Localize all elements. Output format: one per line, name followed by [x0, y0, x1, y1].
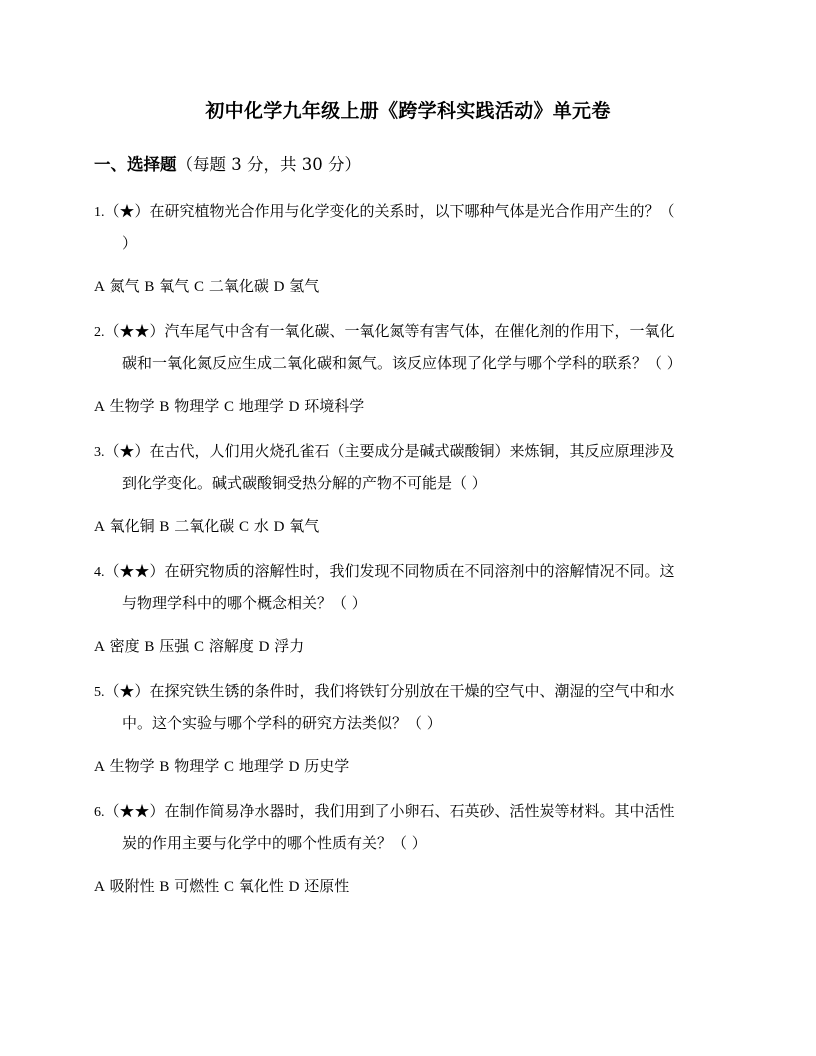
- option-letter: C: [224, 879, 235, 895]
- question-text-line1: （★）在探究铁生锈的条件时，我们将铁钉分别放在干燥的空气中、潮湿的空气中和水: [104, 682, 675, 700]
- question-4-options: [94, 635, 304, 658]
- section-heading: [94, 151, 361, 175]
- option-letter: A: [94, 639, 105, 655]
- question-text-line2: 碳和一氧化氮反应生成二氧化碳和氮气。该反应体现了化学与哪个学科的联系？（ ）: [122, 354, 682, 372]
- question-number: 3.: [94, 445, 105, 460]
- option-text: 历史学: [304, 757, 350, 775]
- option-letter: D: [288, 759, 300, 775]
- option-letter: A: [94, 279, 105, 295]
- option-text: 二氧化碳: [174, 517, 235, 535]
- question-text-line2: 中。这个实验与哪个学科的研究方法类似？（ ）: [122, 714, 442, 732]
- option-text: 生物学: [109, 757, 155, 775]
- option-text: 氧化性: [238, 877, 284, 895]
- option-text: 密度: [109, 637, 140, 655]
- question-text-line1: （★）在古代，人们用火烧孔雀石（主要成分是碱式碳酸铜）来炼铜，其反应原理涉及: [104, 442, 675, 460]
- option-text: 吸附性: [109, 877, 155, 895]
- question-5-options: [94, 755, 349, 778]
- option-text: 可燃性: [174, 877, 220, 895]
- question-text-line1: （★★）在制作简易净水器时，我们用到了小卵石、石英砂、活性炭等材料。其中活性: [104, 802, 675, 820]
- question-number: 1.: [94, 205, 105, 220]
- option-letter: A: [94, 399, 105, 415]
- question-2: [94, 316, 720, 378]
- question-text-line2: 到化学变化。碱式碳酸铜受热分解的产物不可能是（ ）: [122, 474, 487, 492]
- option-text: 压强: [159, 637, 190, 655]
- option-text: 物理学: [174, 757, 220, 775]
- option-letter: D: [288, 879, 300, 895]
- question-3-options: [94, 515, 319, 538]
- option-letter: A: [94, 879, 105, 895]
- question-6-options: [94, 875, 349, 898]
- option-letter: C: [224, 759, 235, 775]
- option-text: 二氧化碳: [208, 277, 269, 295]
- question-text-line2: 炭的作用主要与化学中的哪个性质有关？（ ）: [122, 834, 427, 852]
- option-letter: D: [273, 279, 285, 295]
- option-text: 地理学: [238, 397, 284, 415]
- option-text: 还原性: [304, 877, 350, 895]
- option-letter: B: [159, 759, 170, 775]
- question-4: [94, 556, 720, 618]
- option-text: 物理学: [174, 397, 220, 415]
- option-text: 生物学: [109, 397, 155, 415]
- section-title: 一、选择题: [94, 155, 177, 174]
- question-3: [94, 436, 720, 498]
- option-letter: D: [288, 399, 300, 415]
- option-text: 氮气: [109, 277, 140, 295]
- question-text-line2: ）: [122, 234, 138, 252]
- question-text-line1: （★★）汽车尾气中含有一氧化碳、一氧化氮等有害气体，在催化剂的作用下，一氧化: [104, 322, 675, 340]
- option-letter: A: [94, 759, 105, 775]
- question-2-options: [94, 395, 364, 418]
- option-letter: C: [239, 519, 250, 535]
- option-text: 氧气: [159, 277, 190, 295]
- option-text: 水: [253, 517, 269, 535]
- question-6: [94, 796, 720, 858]
- question-5: [94, 676, 720, 738]
- question-1-options: [94, 275, 319, 298]
- option-text: 氧气: [289, 517, 320, 535]
- option-letter: A: [94, 519, 105, 535]
- option-text: 氢气: [289, 277, 320, 295]
- question-number: 2.: [94, 325, 105, 340]
- option-letter: B: [159, 519, 170, 535]
- option-letter: B: [159, 399, 170, 415]
- option-letter: C: [224, 399, 235, 415]
- question-number: 4.: [94, 565, 105, 580]
- question-number: 6.: [94, 805, 105, 820]
- question-1: [94, 196, 720, 258]
- question-text-line2: 与物理学科中的哪个概念相关？（ ）: [122, 594, 367, 612]
- option-letter: C: [194, 279, 205, 295]
- option-text: 氧化铜: [109, 517, 155, 535]
- option-text: 地理学: [238, 757, 284, 775]
- option-letter: C: [194, 639, 205, 655]
- question-number: 5.: [94, 685, 105, 700]
- question-text-line1: （★）在研究植物光合作用与化学变化的关系时，以下哪种气体是光合作用产生的？（: [104, 202, 675, 220]
- option-letter: D: [258, 639, 270, 655]
- option-text: 浮力: [274, 637, 305, 655]
- option-letter: B: [144, 639, 155, 655]
- question-text-line1: （★★）在研究物质的溶解性时，我们发现不同物质在不同溶剂中的溶解情况不同。这: [104, 562, 675, 580]
- option-letter: B: [159, 879, 170, 895]
- option-letter: B: [144, 279, 155, 295]
- section-note: （每题 3 分，共 30 分）: [176, 155, 361, 174]
- option-text: 环境科学: [304, 397, 365, 415]
- option-text: 溶解度: [208, 637, 254, 655]
- page-title: 初中化学九年级上册《跨学科实践活动》单元卷: [205, 100, 611, 122]
- option-letter: D: [273, 519, 285, 535]
